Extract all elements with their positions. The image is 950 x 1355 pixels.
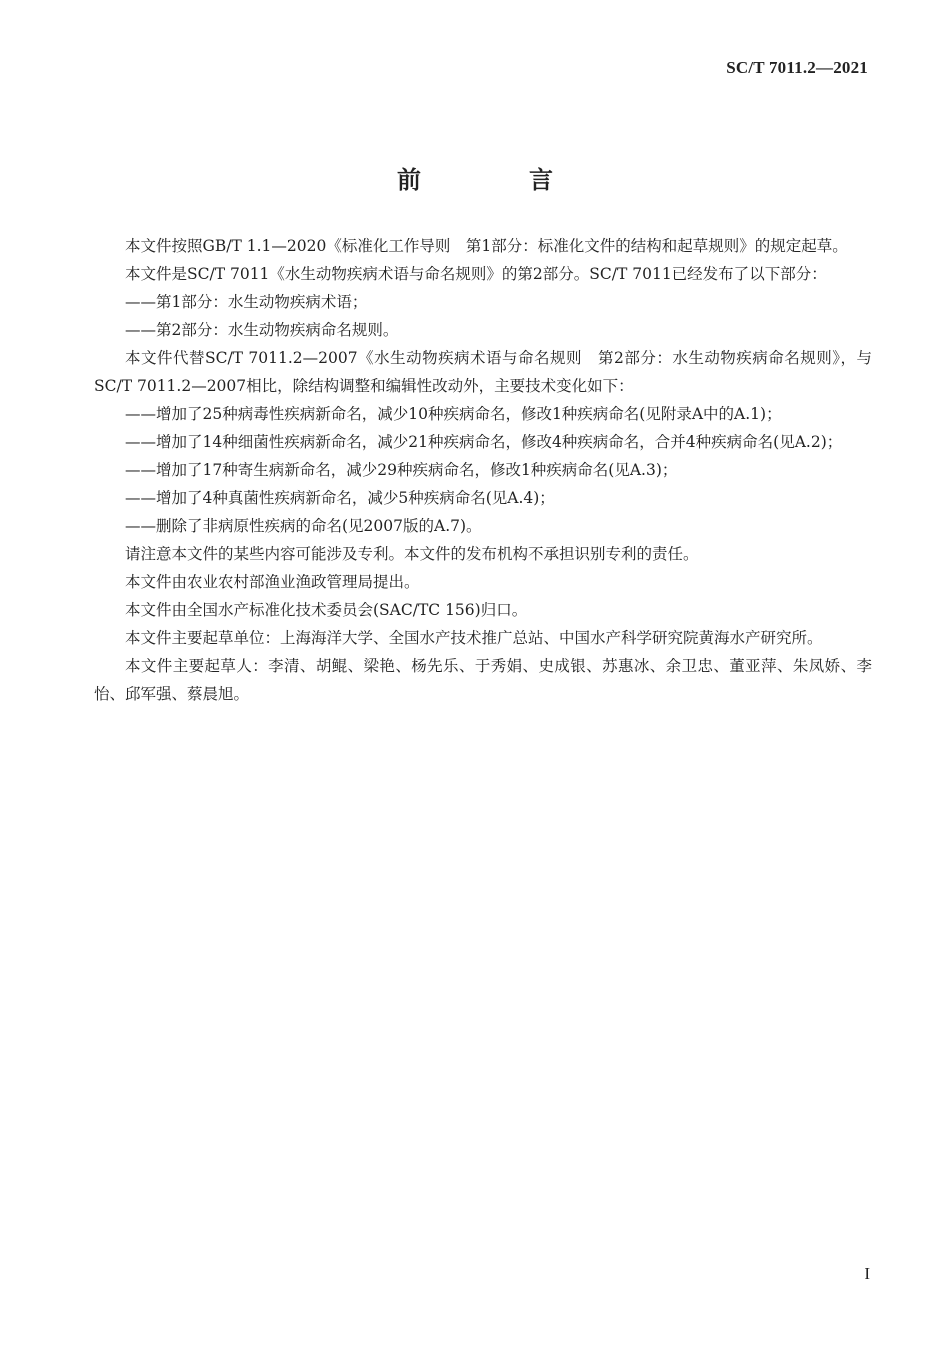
- paragraph: 本文件主要起草单位：上海海洋大学、全国水产技术推广总站、中国水产科学研究院黄海水产研究所。: [125, 629, 823, 647]
- paragraph: 本文件是SC/T 7011《水生动物疾病术语与命名规则》的第2部分。SC/T 7011已经发布了以下部分：: [125, 265, 827, 283]
- paragraph: 本文件代替SC/T 7011.2—2007《水生动物疾病术语与命名规则 第2部分：水生动物疾病命名规则》，与SC/T 7011.2—2007相比，除结构调整和编辑性改动外，主要技术变化如下：: [94, 349, 872, 395]
- list-item: ——增加了14种细菌性疾病新命名，减少21种疾病命名，修改4种疾病命名，合并4种疾病命名(见A.2)；: [125, 433, 843, 451]
- list-item: ——第2部分：水生动物疾病命名规则。: [125, 321, 399, 339]
- page-number: I: [864, 1264, 870, 1283]
- page-title: 前 言: [397, 166, 595, 194]
- list-item: ——增加了17种寄生病新命名，减少29种疾病命名，修改1种疾病命名(见A.3)；: [125, 461, 678, 479]
- list-item: ——删除了非病原性疾病的命名(见2007版的A.7)。: [125, 517, 482, 535]
- paragraph: 本文件主要起草人：李清、胡鲲、梁艳、杨先乐、于秀娟、史成银、苏惠冰、余卫忠、董亚萍、朱凤娇、李怡、邱军强、蔡晨旭。: [94, 657, 872, 703]
- list-item: ——增加了4种真菌性疾病新命名，减少5种疾病命名(见A.4)；: [125, 489, 555, 507]
- list-item: ——增加了25种病毒性疾病新命名，减少10种疾病命名，修改1种疾病命名(见附录A中的A.1)；: [125, 405, 782, 423]
- document-body: [94, 232, 872, 708]
- paragraph: 本文件由全国水产标准化技术委员会(SAC/TC 156)归口。: [125, 601, 528, 619]
- list-item: ——第1部分：水生动物疾病术语；: [125, 293, 368, 311]
- paragraph: 请注意本文件的某些内容可能涉及专利。本文件的发布机构不承担识别专利的责任。: [125, 545, 699, 563]
- paragraph: 本文件按照GB/T 1.1—2020《标准化工作导则 第1部分：标准化文件的结构和起草规则》的规定起草。: [125, 237, 848, 255]
- header-standard-code: SC/T 7011.2—2021: [726, 58, 868, 77]
- paragraph: 本文件由农业农村部渔业渔政管理局提出。: [125, 573, 420, 591]
